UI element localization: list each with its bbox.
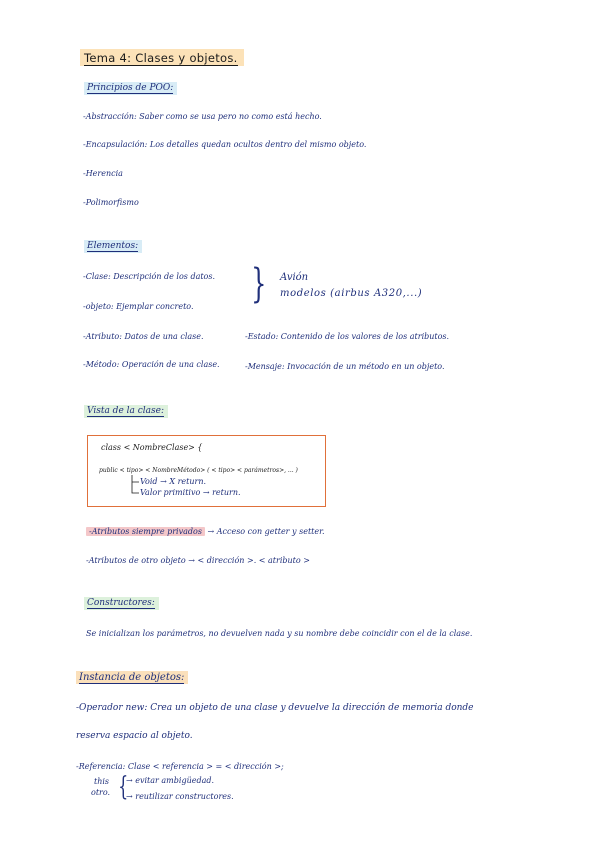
atributos-highlight: -Atributos siempre privados — [86, 527, 205, 536]
section-heading-vista: Vista de la clase: — [84, 405, 168, 418]
instancia-evitar: → evitar ambigüedad. — [126, 776, 215, 785]
poo-item-encapsulacion: -Encapsulación: Los detalles quedan ocultos dentro del mismo objeto. — [83, 140, 367, 149]
code-line-class: class < NombreClase> { — [101, 443, 203, 452]
atributos-getter-setter: → Acceso con getter y setter. — [207, 527, 325, 536]
curly-brace: } — [251, 261, 267, 307]
section-heading-constructores: Constructores: — [84, 597, 159, 610]
instancia-this: this — [94, 777, 110, 786]
section-heading-poo: Principios de POO: — [84, 82, 177, 95]
section-heading-elementos: Elementos: — [84, 240, 142, 253]
code-line-void: Void → X return. — [140, 477, 207, 486]
instancia-new-line-1: -Operador new: Crea un objeto de una clase y devuelve la dirección de memoria donde — [76, 703, 474, 713]
elementos-brace-note-2: modelos (airbus A320,...) — [280, 288, 423, 299]
elementos-atributo: -Atributo: Datos de una clase. — [83, 332, 204, 341]
vista-atributos-privados — [86, 527, 325, 537]
code-line-primitivo: Valor primitivo → return. — [140, 488, 241, 497]
poo-item-polimorfismo: -Polimorfismo — [83, 198, 139, 207]
poo-item-herencia: -Herencia — [83, 169, 123, 178]
instancia-reutilizar: → reutilizar constructores. — [126, 792, 234, 801]
constructores-text: Se inicializan los parámetros, no devuelven nada y su nombre debe coincidir con el de la clase. — [86, 629, 473, 638]
code-line-method: public < tipo> < NombreMétodo> ( < tipo> < parámetros>, ... ) — [99, 467, 298, 474]
code-box — [87, 435, 326, 507]
instancia-otro: otro. — [91, 788, 111, 797]
elementos-mensaje: -Mensaje: Invocación de un método en un objeto. — [245, 362, 445, 371]
section-heading-instancia: Instancia de objetos: — [76, 671, 188, 684]
elementos-objeto: -objeto: Ejemplar concreto. — [83, 302, 194, 311]
code-arrow-lines — [88, 436, 325, 506]
elementos-estado: -Estado: Contenido de los valores de los atributos. — [245, 332, 450, 341]
elementos-clase: -Clase: Descripción de los datos. — [83, 272, 216, 281]
elementos-brace-note-1: Avión — [280, 272, 309, 283]
page-title: Tema 4: Clases y objetos. — [80, 49, 244, 66]
poo-item-abstraccion: -Abstracción: Saber como se usa pero no como está hecho. — [83, 112, 322, 121]
instancia-referencia: -Referencia: Clase < referencia > = < dirección >; — [76, 762, 284, 771]
curly-brace-this: { — [118, 772, 129, 802]
vista-otro-objeto: -Atributos de otro objeto → < dirección >. < atributo > — [86, 556, 310, 565]
elementos-metodo: -Método: Operación de una clase. — [83, 360, 220, 369]
instancia-new-line-2: reserva espacio al objeto. — [76, 731, 193, 741]
